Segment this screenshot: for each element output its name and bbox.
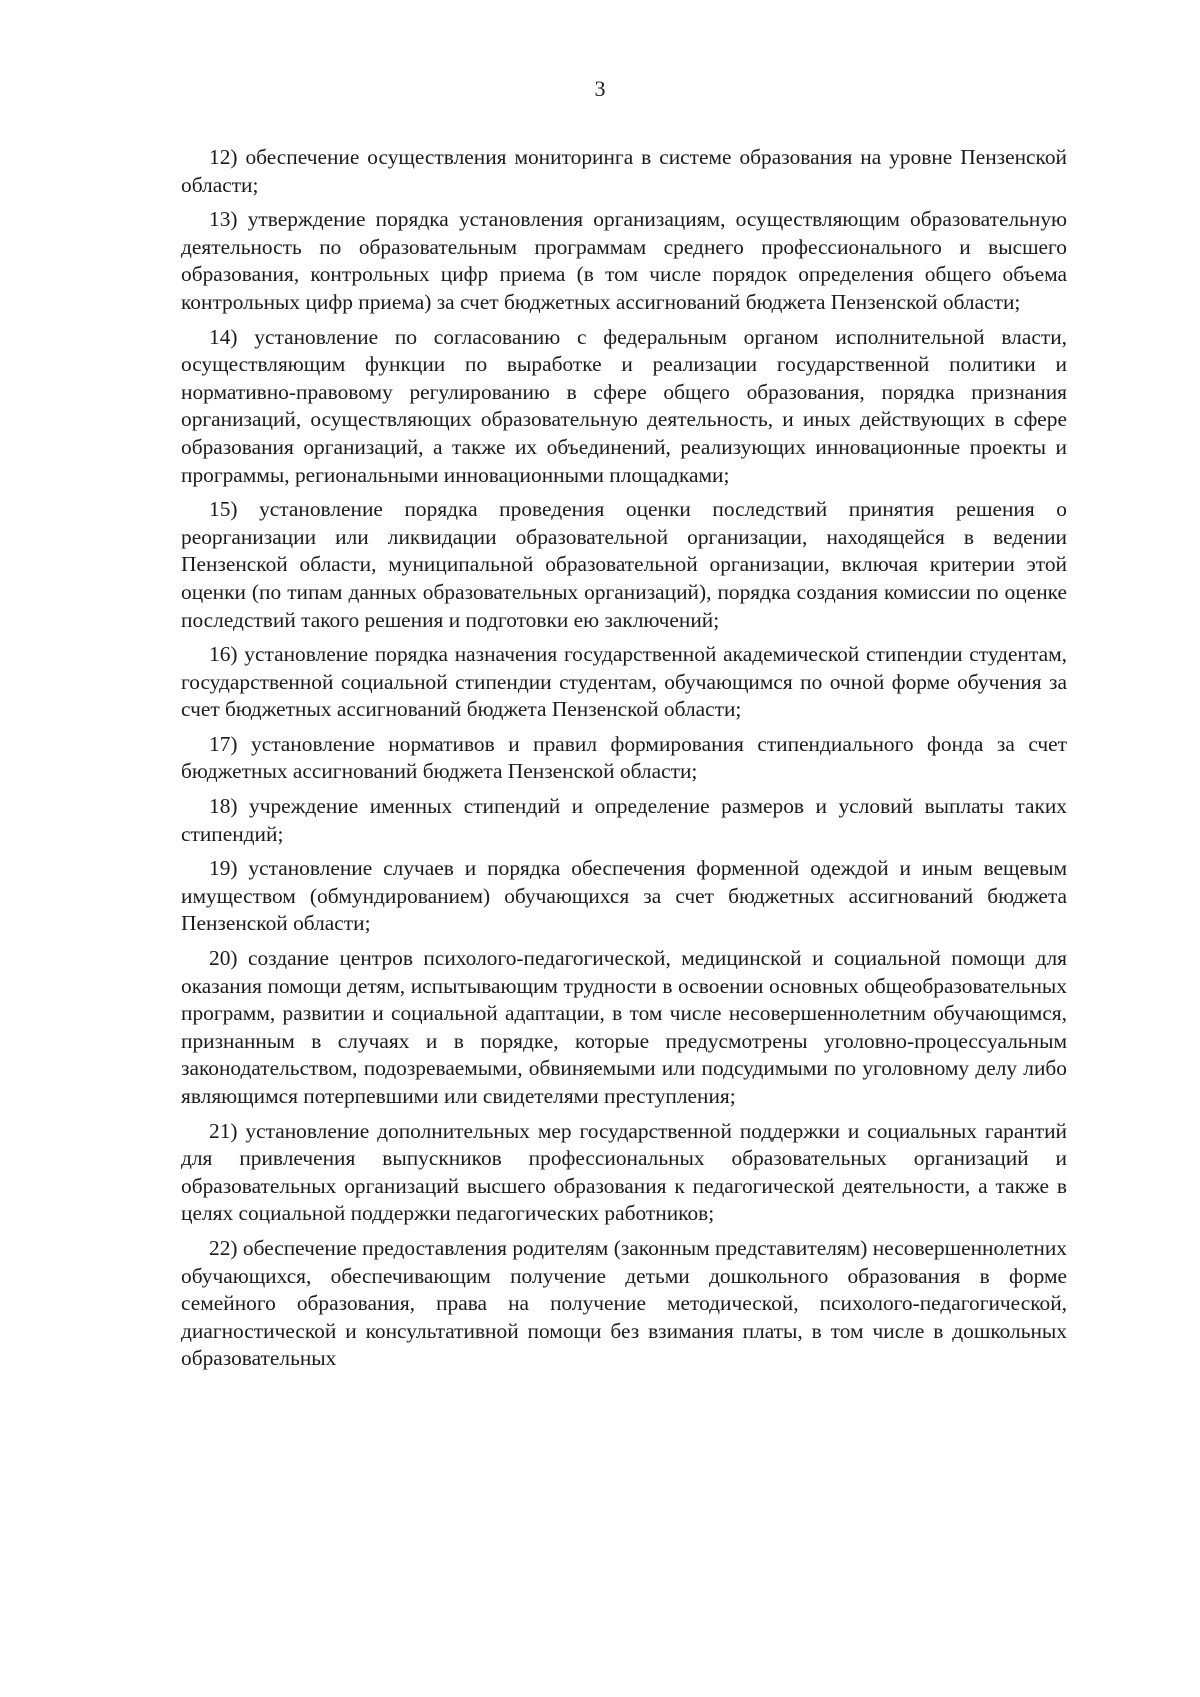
clause-22: 22) обеспечение предоставления родителям (законным представителям) несовершеннолетних обучающихся, обеспечивающим получение детьми дошкольного образования в форме семейного образования, права на получение методической, психолого-педагогической, диагностической и консультативной помощи без взимания платы, в том числе в дошкольных образовательных (181, 1235, 1067, 1371)
clause-17: 17) установление нормативов и правил формирования стипендиального фонда за счет бюджетных ассигнований бюджета Пензенской области; (181, 731, 1067, 784)
clause-14: 14) установление по согласованию с федеральным органом исполнительной власти, осуществляющим функции по выработке и реализации государственной политики и нормативно-правовому регулированию в сфере общего образования, порядка признания организаций, осуществляющих образовательную деятельность, и иных действующих в сфере образования организаций, а также их объединений, реализующих инновационные проекты и программы, региональными инновационными площадками; (181, 324, 1067, 487)
clause-15: 15) установление порядка проведения оценки последствий принятия решения о реорганизации или ликвидации образовательной организации, находящейся в ведении Пензенской области, муниципальной образовательной организации, включая критерии этой оценки (по типам данных образовательных организаций), порядка создания комиссии по оценке последствий такого решения и подготовки ею заключений; (181, 497, 1067, 632)
page-number: 3 (594, 76, 606, 101)
clause-12: 12) обеспечение осуществления мониторинга в системе образования на уровне Пензенской области; (181, 145, 1067, 197)
document-body (181, 144, 1067, 1373)
clause-13: 13) утверждение порядка установления организациям, осуществляющим образовательную деятельность по образовательным программам среднего профессионального и высшего образования, контрольных цифр приема (в том числе порядок определения общего объема контрольных цифр приема) за счет бюджетных ассигнований бюджета Пензенской области; (181, 207, 1067, 314)
clause-21: 21) установление дополнительных мер государственной поддержки и социальных гарантий для привлечения выпускников профессиональных образовательных организаций и образовательных организаций высшего образования к педагогической деятельности, а также в целях социальной поддержки педагогических работников; (181, 1118, 1067, 1226)
clause-20: 20) создание центров психолого-педагогической, медицинской и социальной помощи для оказания помощи детям, испытывающим трудности в освоении основных общеобразовательных программ, развитии и социальной адаптации, в том числе несовершеннолетним обучающимся, признанным в случаях и в порядке, которые предусмотрены уголовно-процессуальным законодательством, подозреваемыми, обвиняемыми или подсудимыми по уголовному делу либо являющимся потерпевшими или свидетелями преступления; (181, 946, 1067, 1108)
clause-16: 16) установление порядка назначения государственной академической стипендии студентам, государственной социальной стипендии студентам, обучающимся по очной форме обучения за счет бюджетных ассигнований бюджета Пензенской области; (181, 642, 1067, 722)
clause-19: 19) установление случаев и порядка обеспечения форменной одеждой и иным вещевым имуществом (обмундированием) обучающихся за счет бюджетных ассигнований бюджета Пензенской области; (181, 856, 1067, 936)
clause-18: 18) учреждение именных стипендий и определение размеров и условий выплаты таких стипендий; (181, 794, 1067, 846)
